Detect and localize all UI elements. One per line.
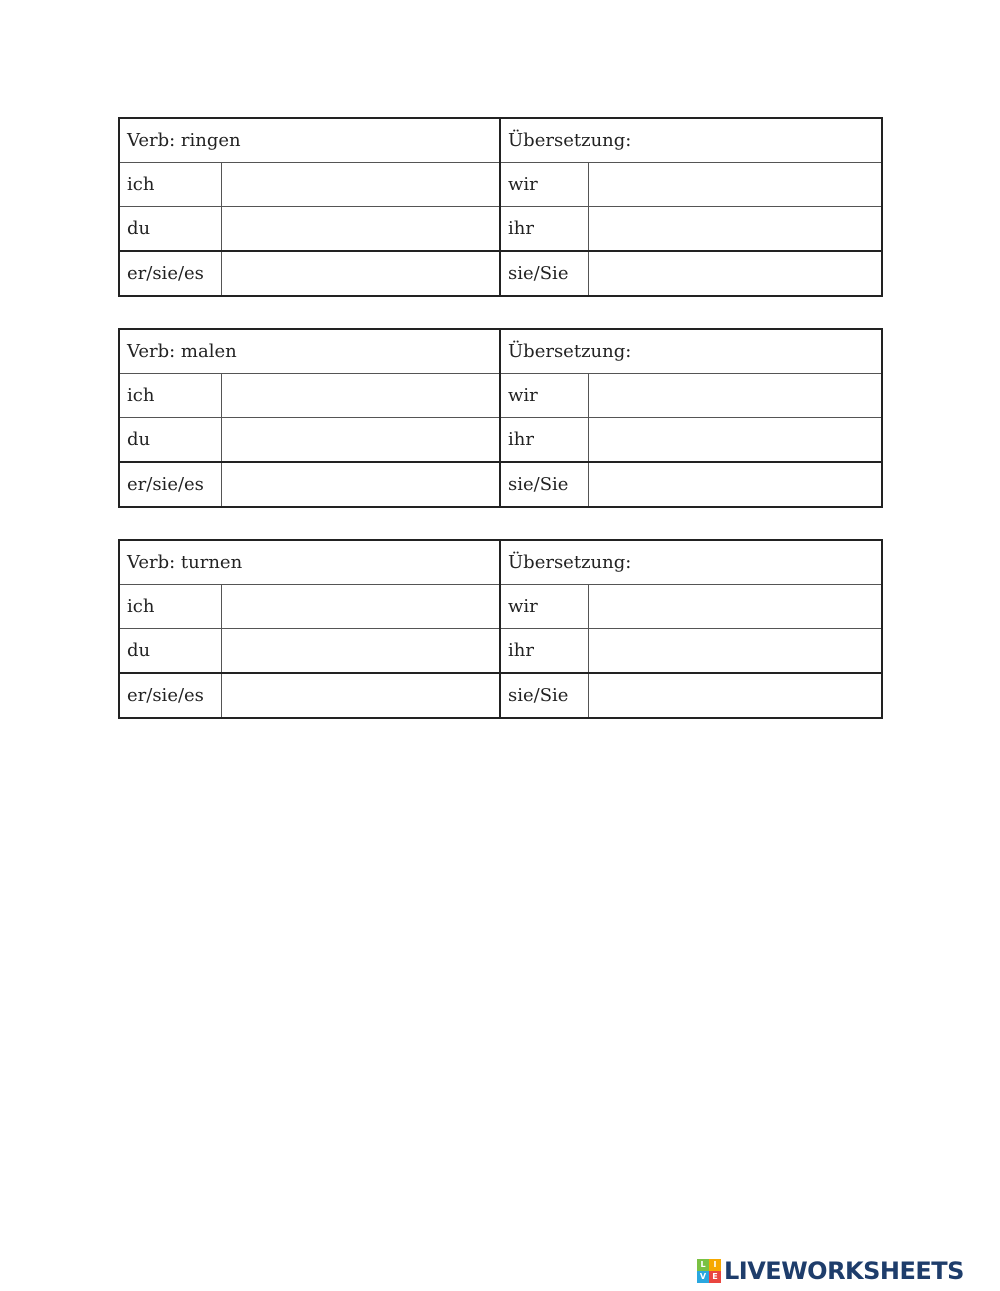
table-row [119,585,882,629]
pronoun-label: du [119,207,221,252]
answer-input-sie-Sie[interactable] [596,252,882,295]
pronoun-label: ihr [500,629,588,674]
verb-label: Verb: ringen [119,118,500,163]
answer-cell [221,418,500,463]
translation-label: Übersetzung: [500,540,882,585]
pronoun-label: du [119,629,221,674]
answer-cell [588,462,882,507]
answer-cell [588,374,882,418]
pronoun-label: ich [119,585,221,629]
answer-input-ihr[interactable] [596,207,882,250]
answer-input-ich[interactable] [229,163,500,206]
table-row [119,251,882,296]
answer-cell [221,673,500,718]
answer-cell [588,629,882,674]
translation-label: Übersetzung: [500,118,882,163]
pronoun-label: sie/Sie [500,673,588,718]
table-row [119,163,882,207]
answer-cell [221,629,500,674]
pronoun-label: ich [119,374,221,418]
answer-input-du[interactable] [229,418,500,461]
pronoun-label: ich [119,163,221,207]
answer-input-wir[interactable] [596,163,882,206]
answer-cell [221,251,500,296]
answer-input-sie-Sie[interactable] [596,674,882,717]
answer-input-du[interactable] [229,207,500,250]
conjugation-table-ringen [118,117,883,297]
pronoun-label: wir [500,585,588,629]
answer-cell [221,462,500,507]
answer-input-sie-Sie[interactable] [596,463,882,506]
pronoun-label: sie/Sie [500,251,588,296]
answer-input-er-sie-es[interactable] [229,463,500,506]
answer-cell [221,374,500,418]
answer-cell [221,585,500,629]
table-row [119,207,882,252]
answer-input-ich[interactable] [229,374,500,417]
table-header-row [119,329,882,374]
pronoun-label: er/sie/es [119,462,221,507]
answer-cell [588,673,882,718]
icon-block: I [709,1259,721,1271]
translation-label: Übersetzung: [500,329,882,374]
answer-input-wir[interactable] [596,585,882,628]
answer-cell [588,585,882,629]
pronoun-label: er/sie/es [119,251,221,296]
worksheet [118,117,881,750]
logo-text: LIVEWORKSHEETS [724,1257,964,1285]
pronoun-label: ihr [500,418,588,463]
liveworksheets-blocks-icon [697,1259,721,1283]
pronoun-label: wir [500,374,588,418]
table-row [119,374,882,418]
table-header-row [119,118,882,163]
pronoun-label: sie/Sie [500,462,588,507]
answer-input-er-sie-es[interactable] [229,252,500,295]
table-header-row [119,540,882,585]
pronoun-label: wir [500,163,588,207]
answer-input-wir[interactable] [596,374,882,417]
table-row [119,629,882,674]
liveworksheets-logo [697,1257,964,1285]
table-row [119,673,882,718]
table-row [119,462,882,507]
answer-cell [221,163,500,207]
table-row [119,418,882,463]
icon-block: L [697,1259,709,1271]
answer-cell [588,251,882,296]
answer-input-du[interactable] [229,629,500,672]
icon-block: V [697,1271,709,1283]
pronoun-label: ihr [500,207,588,252]
answer-cell [588,207,882,252]
pronoun-label: du [119,418,221,463]
answer-input-ihr[interactable] [596,629,882,672]
conjugation-table-malen [118,328,883,508]
verb-label: Verb: malen [119,329,500,374]
answer-cell [588,418,882,463]
answer-input-er-sie-es[interactable] [229,674,500,717]
answer-input-ihr[interactable] [596,418,882,461]
conjugation-table-turnen [118,539,883,719]
answer-input-ich[interactable] [229,585,500,628]
answer-cell [588,163,882,207]
answer-cell [221,207,500,252]
icon-block: E [709,1271,721,1283]
verb-label: Verb: turnen [119,540,500,585]
pronoun-label: er/sie/es [119,673,221,718]
